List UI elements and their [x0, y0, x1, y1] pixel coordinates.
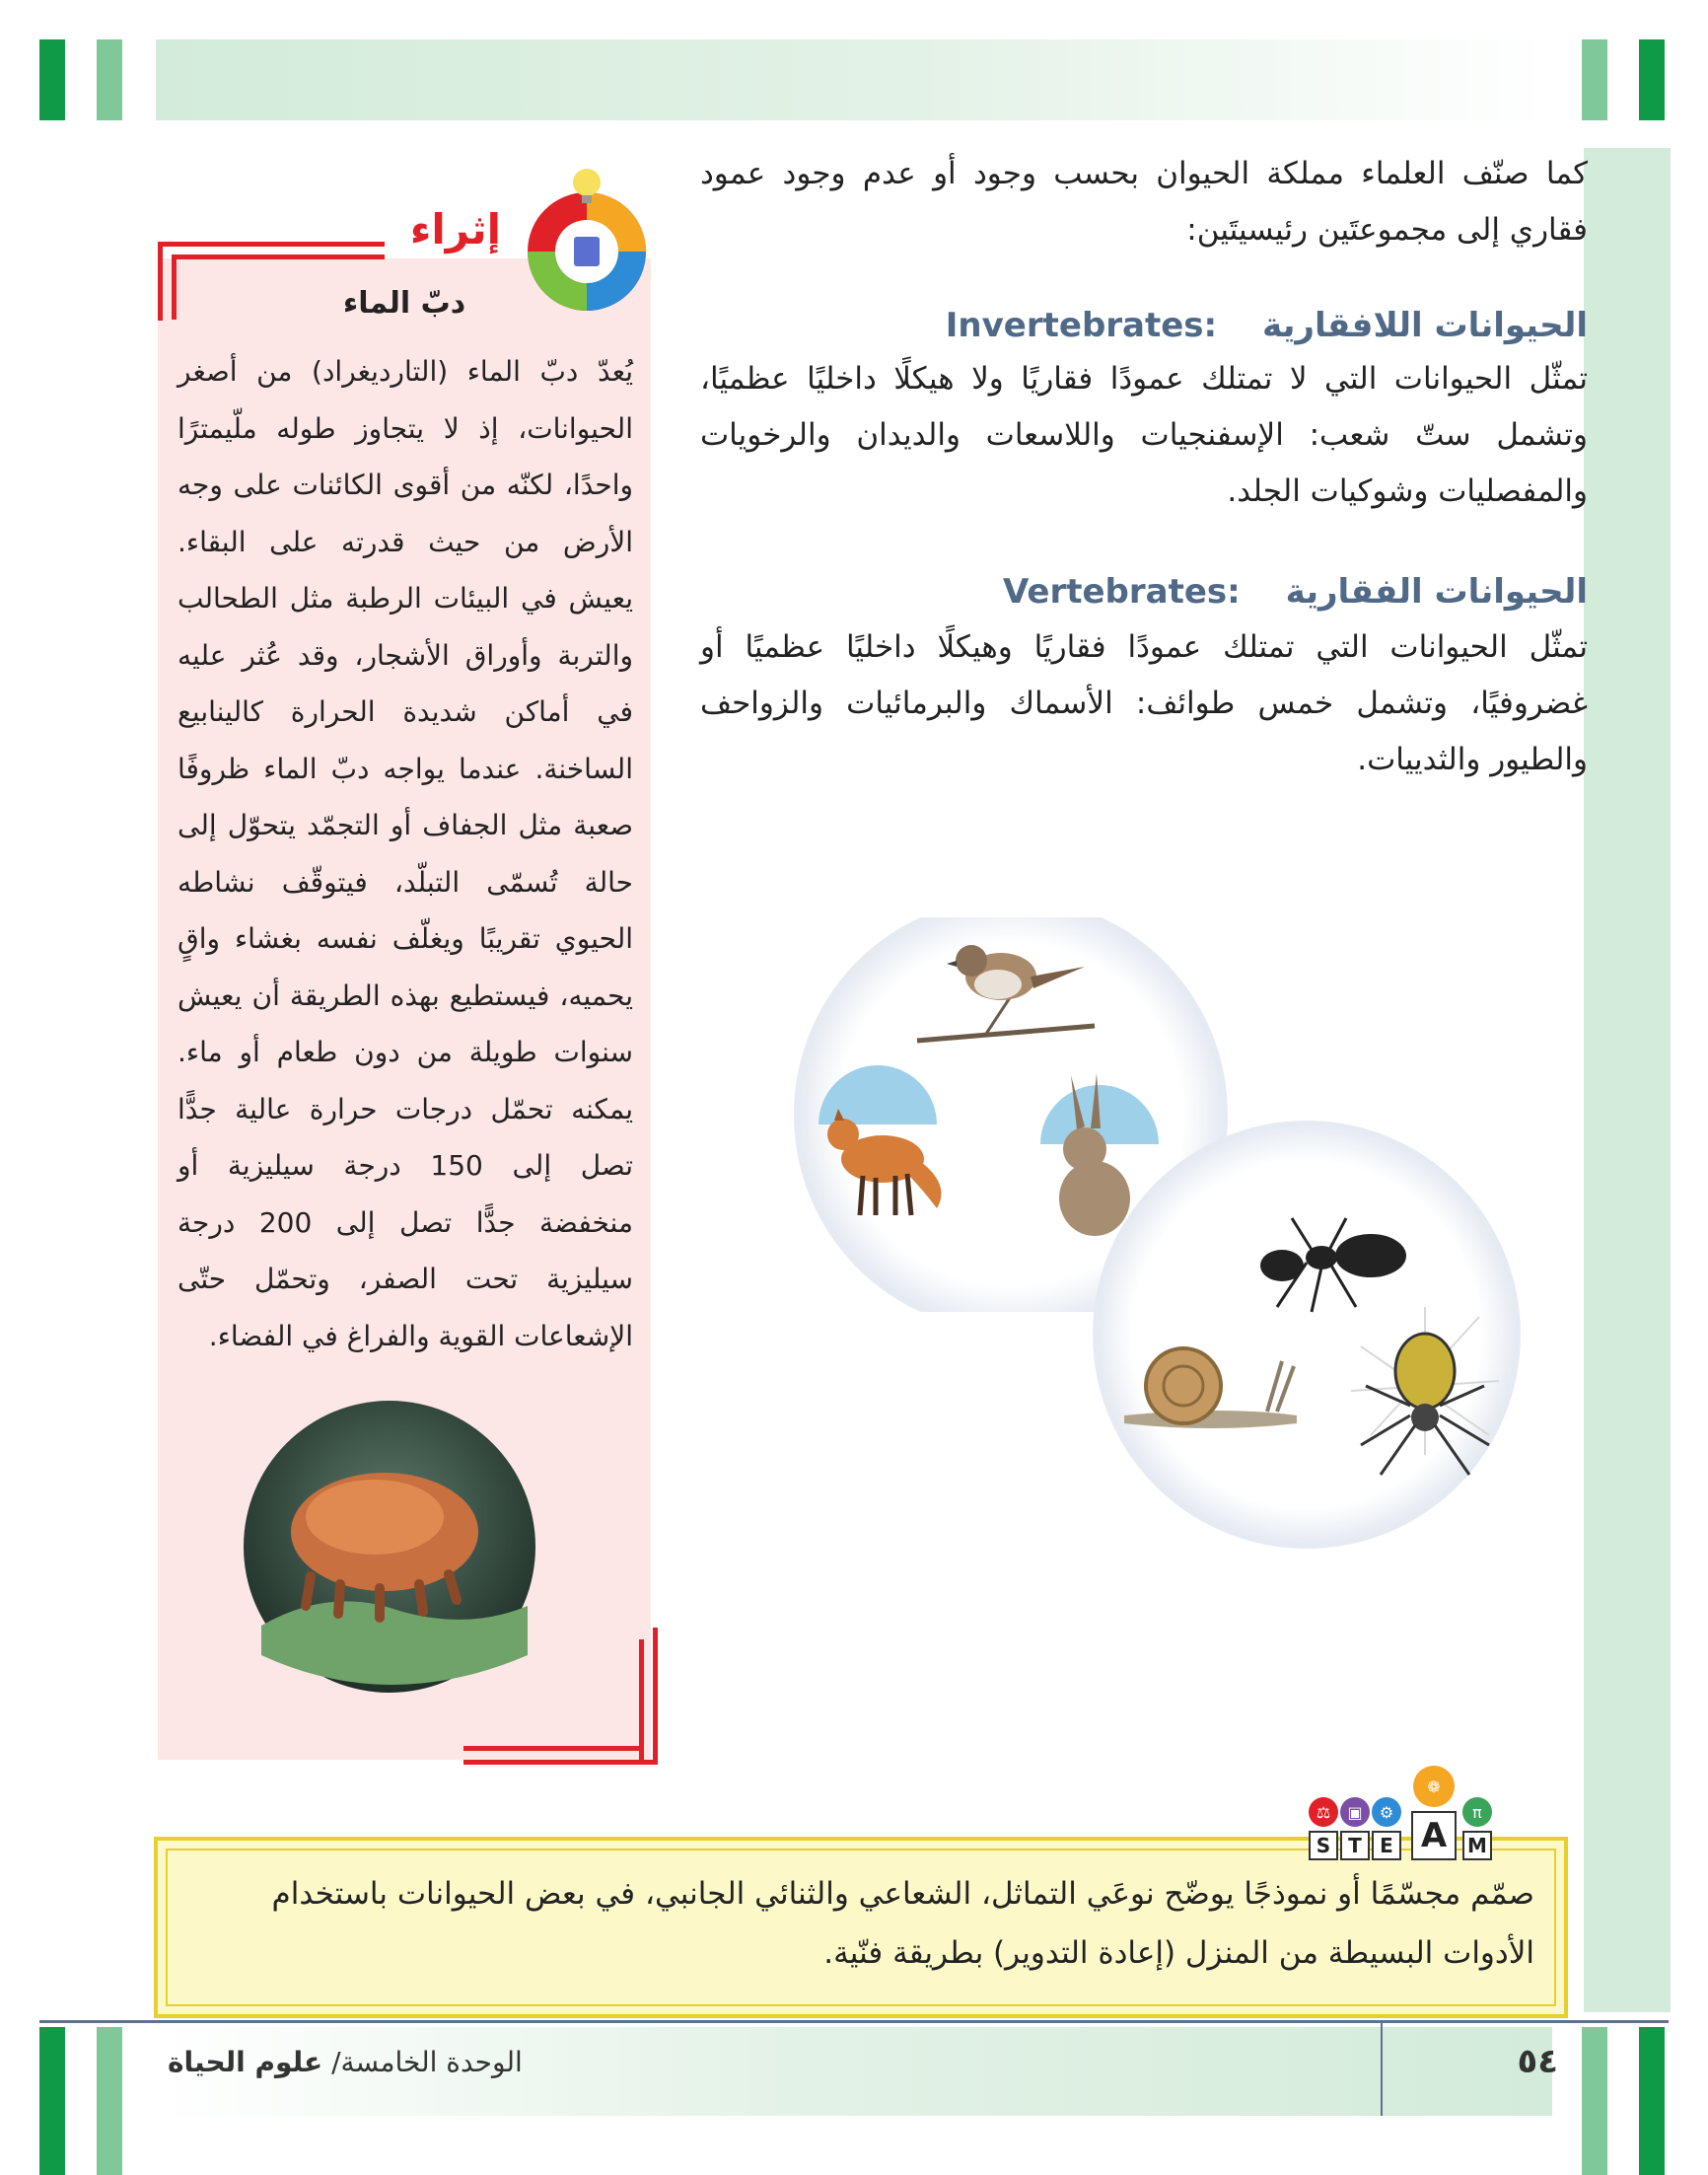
section-title-ar: الحيوانات الفقارية	[1285, 572, 1588, 612]
enrichment-title: دبّ الماء	[342, 286, 466, 321]
section-body: تمثّل الحيوانات التي لا تمتلك عمودًا فقاريًا ولا هيكلًا داخليًا عظميًا، وتشمل ستّ شعب: الإسفنجيات واللاسعات والديدان والرخويات والمفصليات وشوكيات الجلد.	[700, 361, 1588, 509]
section-body-invertebrates	[700, 351, 1588, 520]
steam-letter-a: A	[1411, 1811, 1457, 1860]
math-icon: π	[1462, 1797, 1492, 1827]
footer-bar-right-light	[1582, 2027, 1607, 2175]
header-bar-left-light	[97, 39, 122, 120]
header-bar-right-light	[1582, 39, 1607, 120]
main-column	[700, 146, 1588, 258]
footer-divider	[39, 2020, 1669, 2023]
steam-logo	[1307, 1766, 1514, 1864]
footer-subject: علوم الحياة	[168, 2046, 323, 2078]
steam-letter-s: S	[1309, 1831, 1338, 1860]
engineering-icon: ⚙	[1372, 1797, 1401, 1827]
science-icon: ⚖	[1309, 1797, 1338, 1827]
footer-bar-right-dark	[1639, 2027, 1665, 2175]
section-title-ar: الحيوانات اللافقارية	[1261, 306, 1588, 345]
footer-bar-left-light	[97, 2027, 122, 2175]
section-title-en: Invertebrates:	[945, 306, 1218, 345]
steam-letter-t: T	[1340, 1831, 1370, 1860]
art-icon: ❁	[1413, 1766, 1455, 1807]
footer-unit	[168, 2046, 759, 2078]
enrichment-label: إثراء	[409, 205, 502, 254]
invertebrates-illustration	[1085, 1120, 1538, 1554]
intro-paragraph: كما صنّف العلماء مملكة الحيوان بحسب وجود أو عدم وجود عمود فقاري إلى مجموعتَين رئيسيتَين:	[700, 156, 1588, 248]
section-heading-vertebrates	[700, 567, 1588, 616]
enrichment-frame	[158, 242, 385, 247]
steam-letter-m: M	[1462, 1831, 1492, 1860]
enrichment-body: يُعدّ دبّ الماء (التارديغراد) من أصغر الحيوانات، إذ لا يتجاوز طوله ملّيمترًا واحدًا، لكنّه من أقوى الكائنات على وجه الأرض من حيث قدرته على البقاء. يعيش في البيئات الرطبة مثل الطحالب والتربة وأوراق الأشجار، وقد عُثر عليه في أماكن شديدة الحرارة كالينابيع الساخنة. عندما يواجه دبّ الماء ظروفًا صعبة مثل الجفاف أو التجمّد يتحوّل إلى حالة تُسمّى التبلّد، فيتوقّف نشاطه الحيوي تقريبًا ويغلّف نفسه بغشاء واقٍ يحميه، فيستطيع بهذه الطريقة أن يعيش سنوات طويلة من دون طعام أو ماء. يمكنه تحمّل درجات حرارة عالية جدًّا تصل إلى 150 درجة سيليزية أو منخفضة جدًّا تصل إلى 200 درجة سيليزية تحت الصفر، وتحمّل حتّى الإشعاعات القوية والفراغ في الفضاء.	[178, 355, 634, 1352]
side-strip	[1584, 148, 1671, 2012]
section-body: تمثّل الحيوانات التي تمتلك عمودًا فقاريًا وهيكلًا داخليًا عظميًا أو غضروفيًا، وتشمل خمس طوائف: الأسماك والبرمائيات والزواحف والطيور والثدييات.	[700, 629, 1588, 777]
page-number: ٥٤	[1517, 2042, 1558, 2081]
section-heading-invertebrates	[700, 301, 1588, 350]
header-bar-right-dark	[1639, 39, 1665, 120]
technology-icon: ▣	[1340, 1797, 1370, 1827]
footer-bar-left-dark	[39, 2027, 65, 2175]
section-title-en: Vertebrates:	[1002, 572, 1241, 612]
footer-unit-label: الوحدة الخامسة/	[331, 2046, 523, 2078]
header-bar-left-dark	[39, 39, 65, 120]
tardigrade-photo	[242, 1399, 537, 1695]
steam-letter-e: E	[1372, 1831, 1401, 1860]
steam-activity-text: صمّم مجسّمًا أو نموذجًا يوضّح نوعَي التماثل، الشعاعي والثنائي الجانبي، في بعض الحيوانات باستخدام الأدوات البسيطة من المنزل (إعادة التدوير) بطريقة فنّية.	[271, 1876, 1534, 1971]
footer-separator	[1381, 2023, 1383, 2116]
header-band	[156, 39, 1552, 120]
section-body-vertebrates	[700, 619, 1588, 788]
